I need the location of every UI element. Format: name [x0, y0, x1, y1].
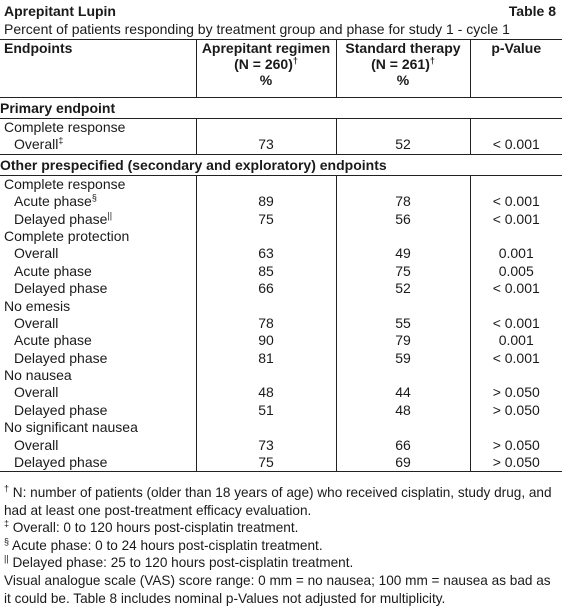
table-row: Overall 78 55 < 0.001: [0, 315, 562, 332]
table-row: Delayed phase 81 59 < 0.001: [0, 350, 562, 367]
table-subtitle: Percent of patients responding by treatment group and phase for study 1 - cycle 1: [4, 21, 510, 37]
col-header-standard: Standard therapy (N = 261)† %: [336, 40, 470, 98]
footnote-delayed: || Delayed phase: 25 to 120 hours post-cisplatin treatment.: [4, 553, 354, 571]
footnote-vas: Visual analogue scale (VAS) score range: 0 mm = no nausea; 100 mm = nausea as bad as it could be. Table 8 includes nominal p-Values not adjusted for multiplicity.: [4, 572, 551, 606]
table-row: No nausea: [0, 367, 562, 384]
table-row: Overall‡ 73 52 < 0.001: [0, 136, 562, 154]
table-row: Delayed phase 51 48 > 0.050: [0, 402, 562, 419]
document-title: Aprepitant Lupin: [4, 3, 116, 19]
table-row: Delayed phase 75 69 > 0.050: [0, 454, 562, 472]
title-bar: [4, 2, 558, 20]
footnotes: [4, 484, 560, 607]
table-row: Complete response: [0, 119, 562, 137]
col-header-endpoints: Endpoints: [0, 40, 196, 98]
col-header-aprepitant: Aprepitant regimen (N = 260)† %: [196, 40, 336, 98]
header-row: [0, 40, 562, 98]
table-row: No significant nausea: [0, 419, 562, 436]
table-label: Table 8: [508, 3, 556, 19]
footnote-n: † N: number of patients (older than 18 years of age) who received cisplatin, study drug, and had at least one post-treatment efficacy evaluation.: [4, 483, 552, 518]
table-row: Complete protection: [0, 228, 562, 245]
table-row: No emesis: [0, 298, 562, 315]
table-row: Acute phase§ 89 78 < 0.001: [0, 193, 562, 210]
results-table: [0, 39, 562, 472]
table-row: Delayed phase|| 75 56 < 0.001: [0, 211, 562, 228]
footnote-overall: ‡ Overall: 0 to 120 hours post-cisplatin treatment.: [4, 518, 299, 536]
table-row: Acute phase 90 79 0.001: [0, 332, 562, 349]
table-row: Delayed phase 66 52 < 0.001: [0, 280, 562, 297]
col-header-pvalue: p-Value: [470, 40, 562, 98]
section-primary: Primary endpoint: [0, 98, 562, 119]
section-other: Other prespecified (secondary and exploratory) endpoints: [0, 154, 562, 175]
table-row: Acute phase 85 75 0.005: [0, 263, 562, 280]
table-row: Overall 48 44 > 0.050: [0, 384, 562, 401]
footnote-acute: § Acute phase: 0 to 24 hours post-cisplatin treatment.: [4, 536, 323, 553]
table-row: Complete response: [0, 175, 562, 193]
table-row: Overall 73 66 > 0.050: [0, 437, 562, 454]
table-row: Overall 63 49 0.001: [0, 245, 562, 262]
